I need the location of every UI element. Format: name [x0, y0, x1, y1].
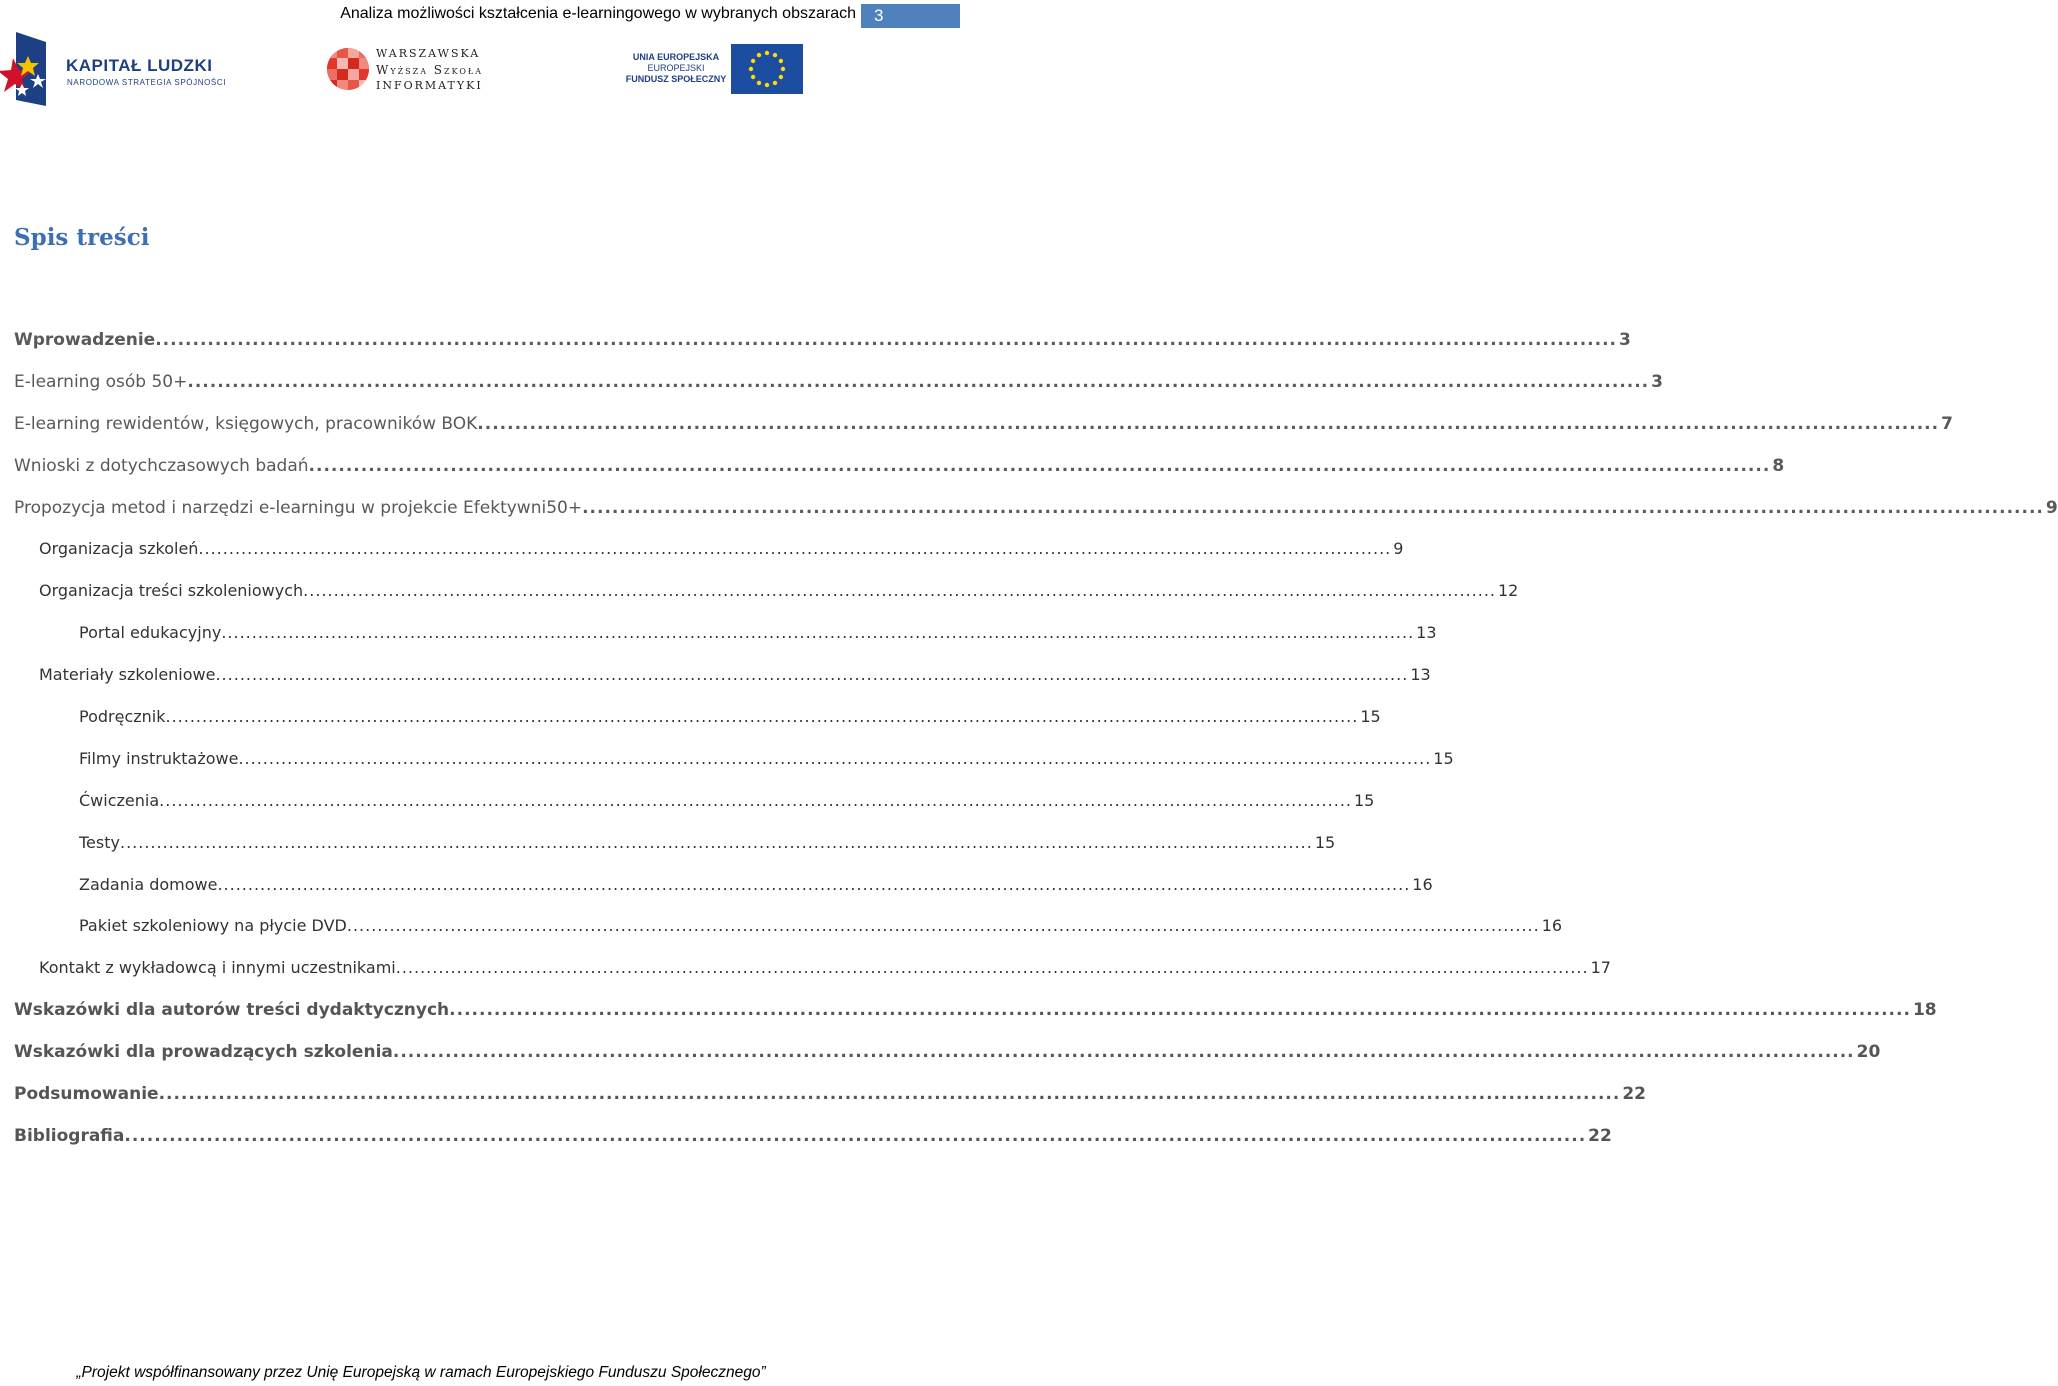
toc-entry-label: Testy [79, 832, 120, 852]
toc-entry-label: Organizacja szkoleń [39, 539, 199, 559]
toc-entry-label: Wskazówki dla autorów treści dydaktycznych [14, 1000, 450, 1021]
toc-entry-label: Wskazówki dla prowadzących szkolenia [14, 1042, 393, 1063]
toc-leader-dots: .................................................................................................................................................................................................... [187, 371, 1650, 392]
toc-leader-dots: .................................................................................................................................................................................................... [159, 790, 1352, 810]
toc-leader-dots: .................................................................................................................................................................................................... [395, 958, 1589, 978]
page-footer: „Projekt współfinansowany przez Unię Europejską w ramach Europejskiego Funduszu Społecznego” [76, 1364, 766, 1381]
toc-entry[interactable] [0, 871, 1433, 913]
toc-entry-label: Bibliografia [14, 1125, 125, 1146]
toc-entry-page: 12 [1498, 581, 1519, 601]
toc-entry-page: 13 [1410, 665, 1431, 685]
eu-line-1: UNIA EUROPEJSKA [632, 52, 720, 62]
toc-entry[interactable] [0, 368, 1663, 410]
toc-leader-dots: .................................................................................................................................................................................................... [308, 455, 1771, 476]
toc-entry[interactable] [0, 577, 1519, 619]
kapital-ludzki-subtitle: NARODOWA STRATEGIA SPÓJNOŚCI [67, 78, 227, 87]
wwsi-name [376, 46, 483, 94]
toc-entry-label: Podsumowanie [14, 1084, 159, 1105]
kapital-ludzki-logo [2, 30, 234, 108]
toc-leader-dots: .................................................................................................................................................................................................... [238, 748, 1432, 768]
wwsi-line-2: Wyższa Szkoła [376, 63, 484, 77]
toc-entry-label: Organizacja treści szkoleniowych [39, 581, 304, 601]
wwsi-line-3: INFORMATYKI [376, 79, 483, 92]
toc-entry-label: E-learning rewidentów, księgowych, pracowników BOK [14, 413, 478, 434]
toc-leader-dots: .................................................................................................................................................................................................... [582, 497, 2044, 518]
toc-entry-page: 18 [1912, 1000, 1937, 1021]
toc-entry-page: 15 [1314, 832, 1336, 852]
wwsi-logo [326, 44, 496, 94]
toc-entry[interactable] [0, 452, 1785, 494]
toc-entry-page: 15 [1353, 790, 1375, 810]
toc-entry[interactable] [0, 326, 1631, 368]
toc-entry[interactable] [0, 1122, 1612, 1164]
toc-entry[interactable] [0, 661, 1431, 703]
toc-entry-page: 7 [1941, 413, 1953, 434]
toc-entry[interactable] [0, 410, 1953, 452]
toc-entry-page: 16 [1541, 916, 1563, 936]
toc-entry-label: Zadania domowe [79, 874, 218, 894]
toc-leader-dots: .................................................................................................................................................................................................... [124, 1125, 1587, 1146]
eu-efs-logo [624, 44, 804, 96]
toc-entry[interactable] [0, 1080, 1647, 1122]
eu-flag-icon [731, 44, 803, 94]
eu-line-3: FUNDUSZ SPOŁECZNY [625, 74, 727, 84]
eu-line-2: EUROPEJSKI [647, 63, 705, 73]
toc-entry[interactable] [0, 745, 1454, 787]
toc-entry[interactable] [0, 703, 1381, 745]
toc-entry[interactable] [0, 787, 1375, 829]
kapital-ludzki-emblem-icon [2, 30, 62, 106]
toc-leader-dots: .................................................................................................................................................................................................... [158, 1084, 1621, 1105]
toc-entry[interactable] [0, 535, 1404, 577]
toc-entry-label: Podręcznik [79, 707, 166, 727]
toc-entry-label: E-learning osób 50+ [14, 371, 188, 392]
toc-entry-label: Kontakt z wykładowcą i innymi uczestnikami [39, 958, 396, 978]
toc-entry-page: 3 [1619, 330, 1631, 350]
eu-efs-text [624, 52, 728, 85]
toc-leader-dots: .................................................................................................................................................................................................... [119, 832, 1313, 852]
toc-entry[interactable] [0, 829, 1336, 871]
toc-entry[interactable] [0, 996, 1937, 1038]
toc-leader-dots: .................................................................................................................................................................................................... [165, 707, 1359, 727]
toc-entry-page: 9 [2045, 497, 2058, 518]
toc-leader-dots: .................................................................................................................................................................................................... [449, 1000, 1911, 1021]
toc-entry-label: Ćwiczenia [79, 790, 160, 810]
toc-entry-page: 15 [1360, 707, 1381, 727]
kapital-ludzki-name: KAPITAŁ LUDZKI [66, 56, 213, 75]
toc-entry[interactable] [0, 912, 1563, 954]
toc-entry-page: 17 [1590, 958, 1611, 978]
toc-leader-dots: .................................................................................................................................................................................................... [215, 665, 1409, 685]
toc-leader-dots: .................................................................................................................................................................................................... [198, 539, 1392, 559]
table-of-contents [0, 326, 2058, 1164]
wwsi-mosaic-icon [326, 47, 370, 91]
toc-leader-dots: .................................................................................................................................................................................................... [155, 330, 1617, 350]
page-number-badge: 3 [861, 4, 960, 28]
toc-entry[interactable] [0, 494, 2058, 536]
toc-heading: Spis treści [14, 224, 150, 251]
toc-entry-page: 15 [1433, 748, 1454, 768]
running-header-title: Analiza możliwości kształcenia e-learningowego w wybranych obszarach [340, 5, 856, 22]
toc-entry-page: 13 [1416, 623, 1437, 643]
toc-entry-page: 3 [1651, 371, 1663, 392]
wwsi-line-1: WARSZAWSKA [376, 47, 481, 60]
toc-leader-dots: .................................................................................................................................................................................................... [217, 874, 1411, 894]
toc-leader-dots: .................................................................................................................................................................................................... [392, 1042, 1855, 1063]
toc-entry[interactable] [0, 954, 1611, 996]
toc-entry-page: 20 [1856, 1042, 1881, 1063]
toc-entry-label: Propozycja metod i narzędzi e-learningu w projekcie Efektywni50+ [14, 497, 583, 518]
toc-entry[interactable] [0, 619, 1437, 661]
toc-entry-page: 16 [1412, 874, 1433, 894]
toc-entry-page: 22 [1622, 1084, 1647, 1105]
toc-entry-label: Filmy instruktażowe [79, 748, 239, 768]
toc-entry-page: 9 [1393, 539, 1404, 559]
toc-entry[interactable] [0, 1038, 1881, 1080]
toc-leader-dots: .................................................................................................................................................................................................... [346, 916, 1540, 936]
toc-leader-dots: .................................................................................................................................................................................................... [477, 413, 1940, 434]
toc-entry-page: 22 [1588, 1125, 1612, 1146]
toc-entry-page: 8 [1772, 455, 1785, 476]
toc-entry-label: Materiały szkoleniowe [39, 665, 216, 685]
toc-leader-dots: .................................................................................................................................................................................................... [221, 623, 1415, 643]
toc-entry-label: Wprowadzenie [14, 330, 156, 350]
toc-entry-label: Portal edukacyjny [79, 623, 222, 643]
toc-entry-label: Wnioski z dotychczasowych badań [14, 455, 309, 476]
toc-leader-dots: .................................................................................................................................................................................................... [303, 581, 1496, 601]
toc-entry-label: Pakiet szkoleniowy na płycie DVD [79, 916, 347, 936]
